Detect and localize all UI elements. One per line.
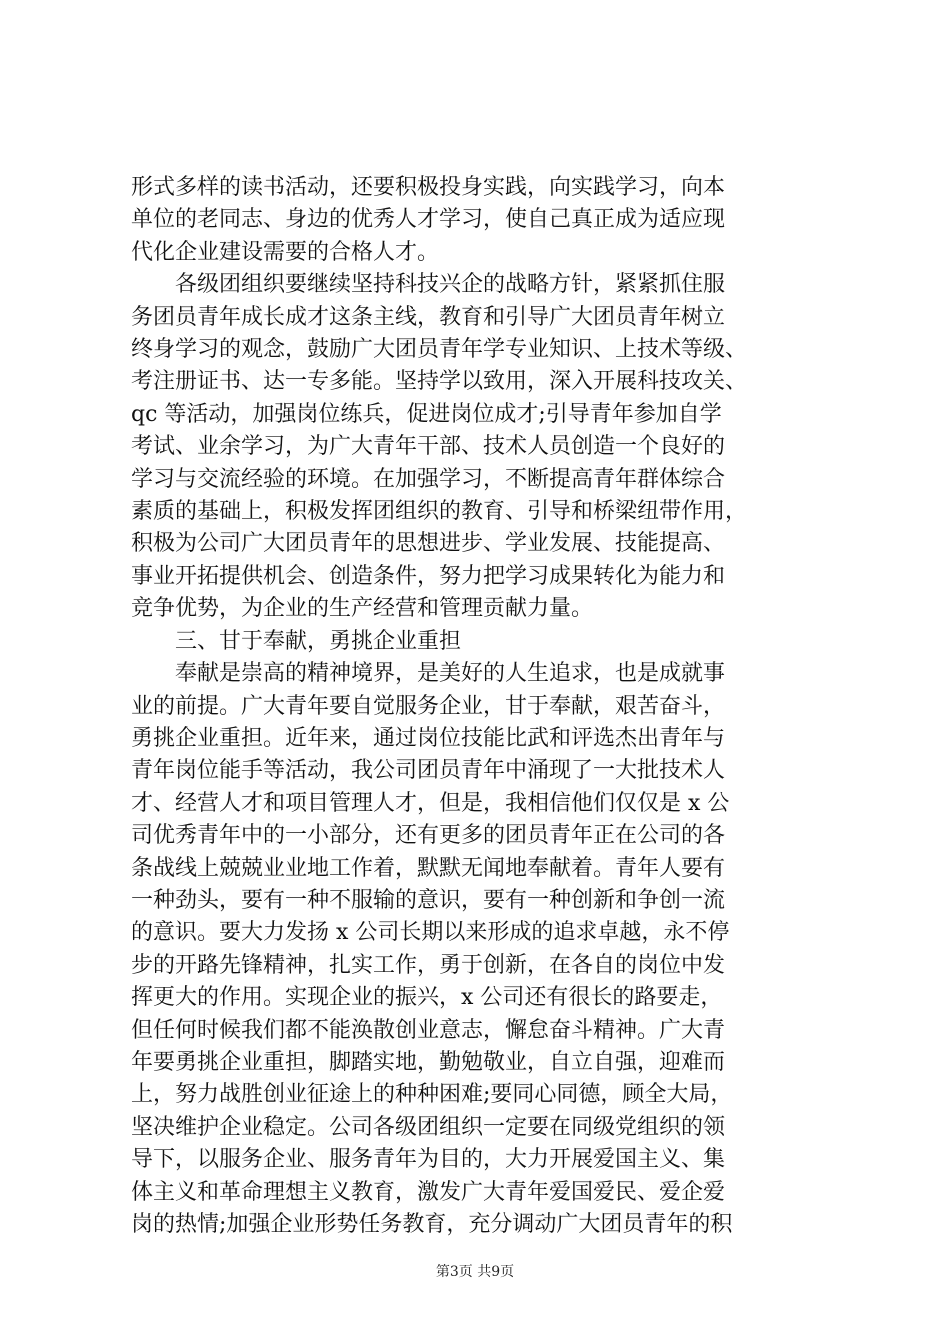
text-line: 奉献是崇高的精神境界，是美好的人生追求，也是成就事 (175, 661, 726, 687)
text-line: 事业开拓提供机会、创造条件，努力把学习成果转化为能力和 (131, 563, 726, 589)
text-line: 考注册证书、达一专多能。坚持学以致用，深入开展科技攻关、 (131, 369, 748, 395)
document-body (131, 172, 831, 1241)
text-line: 业的前提。广大青年要自觉服务企业，甘于奉献，艰苦奋斗， (131, 693, 726, 719)
text-line: 司优秀青年中的一小部分，还有更多的团员青年正在公司的各 (131, 823, 726, 849)
text-line: 年要勇挑企业重担，脚踏实地，勤勉敬业，自立自强，迎难而 (131, 1049, 726, 1075)
text-line: 步的开路先锋精神，扎实工作，勇于创新，在各自的岗位中发 (131, 952, 726, 978)
text-line: 但任何时候我们都不能涣散创业意志，懈怠奋斗精神。广大青 (131, 1017, 726, 1043)
text-line: 形式多样的读书活动，还要积极投身实践，向实践学习，向本 (131, 175, 726, 200)
text-line: 单位的老同志、身边的优秀人才学习，使自己真正成为适应现 (131, 207, 726, 233)
page-footer (0, 1263, 950, 1281)
paragraph (131, 269, 831, 625)
text-line: 坚决维护企业稳定。公司各级团组织一定要在同级党组织的领 (131, 1114, 726, 1140)
text-line: qc 等活动，加强岗位练兵，促进岗位成才;引导青年参加自学 (131, 401, 722, 427)
text-line: 才、经营人才和项目管理人才，但是，我相信他们仅仅是 x 公 (131, 790, 730, 816)
page-number: 第3页 共9页 (435, 1264, 515, 1280)
paragraph (131, 172, 831, 269)
text-line: 的意识。要大力发扬 x 公司长期以来形成的追求卓越，永不停 (131, 920, 730, 946)
section-heading (131, 626, 831, 658)
text-line: 岗的热情;加强企业形势任务教育，充分调动广大团员青年的积 (131, 1212, 733, 1237)
text-line: 积极为公司广大团员青年的思想进步、学业发展、技能提高、 (131, 531, 726, 557)
text-line: 竞争优势，为企业的生产经营和管理贡献力量。 (131, 596, 594, 622)
text-line: 青年岗位能手等活动，我公司团员青年中涌现了一大批技术人 (131, 758, 726, 784)
text-line: 代化企业建设需要的合格人才。 (131, 239, 440, 265)
heading-line: 三、甘于奉献，勇挑企业重担 (175, 628, 462, 654)
paragraph (131, 658, 831, 1241)
text-line: 考试、业余学习，为广大青年干部、技术人员创造一个良好的 (131, 434, 726, 460)
text-line: 导下，以服务企业、服务青年为目的，大力开展爱国主义、集 (131, 1147, 726, 1173)
text-line: 挥更大的作用。实现企业的振兴，x 公司还有很长的路要走， (131, 985, 723, 1011)
text-line: 素质的基础上，积极发挥团组织的教育、引导和桥梁纽带作用， (131, 499, 748, 525)
text-line: 学习与交流经验的环境。在加强学习，不断提高青年群体综合 (131, 466, 726, 492)
text-line: 终身学习的观念，鼓励广大团员青年学专业知识、上技术等级、 (131, 337, 748, 363)
text-line: 上，努力战胜创业征途上的种种困难;要同心同德，顾全大局， (131, 1082, 733, 1108)
text-line: 各级团组织要继续坚持科技兴企的战略方针，紧紧抓住服 (175, 272, 726, 298)
text-line: 条战线上兢兢业业地工作着，默默无闻地奉献着。青年人要有 (131, 855, 726, 881)
text-line: 务团员青年成长成才这条主线，教育和引导广大团员青年树立 (131, 304, 726, 330)
text-line: 勇挑企业重担。近年来，通过岗位技能比武和评选杰出青年与 (131, 725, 726, 751)
text-line: 体主义和革命理想主义教育，激发广大青年爱国爱民、爱企爱 (131, 1179, 726, 1205)
text-line: 一种劲头，要有一种不服输的意识，要有一种创新和争创一流 (131, 887, 726, 913)
